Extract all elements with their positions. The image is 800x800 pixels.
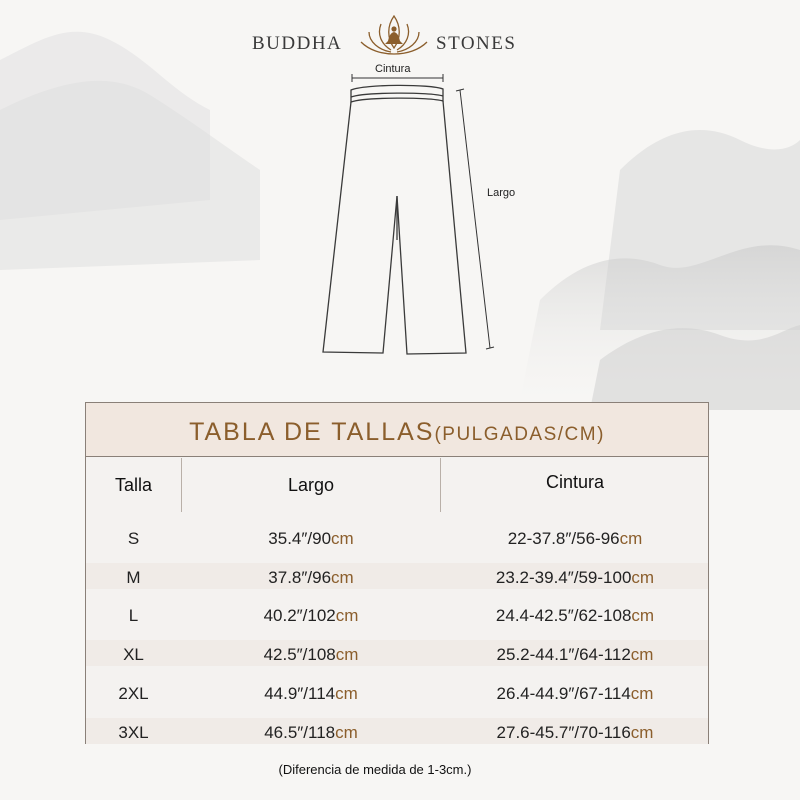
waist-cell-value: 25.2-44.1″/64-112 [496,645,631,665]
unit-label: cm [335,606,359,626]
waist-measure-line [352,74,443,82]
length-cell [182,675,440,713]
table-row [86,520,708,558]
length-cell-value: 46.5″/118 [264,722,336,742]
table-row [86,714,708,752]
unit-label: cm [630,683,654,703]
unit-label: cm [335,722,358,742]
table-row [86,559,708,597]
waist-cell [442,714,708,752]
length-cell-value: 37.8″/96 [268,567,332,587]
waist-cell [442,597,708,635]
table-title-units: (PULGADAS/CM) [434,424,605,445]
lotus-meditation-icon [357,14,431,60]
column-divider [181,458,182,512]
length-cell [182,597,440,635]
unit-label: cm [619,529,643,548]
waist-cell [442,520,708,558]
size-cell-value: S [127,529,140,548]
table-title-main: TABLA DE TALLAS [189,418,435,446]
pants-measurement-diagram [300,55,540,365]
length-cell [182,714,440,752]
unit-label: cm [335,683,358,703]
size-cell-value: XL [123,645,144,665]
unit-label: cm [331,529,354,548]
size-cell [86,520,181,558]
brand-name-left: BUDDHA [252,33,343,54]
size-cell [86,714,181,752]
waist-label: Cintura [375,63,411,75]
waist-cell-value: 23.2-39.4″/59-100 [495,567,632,587]
size-cell [86,675,181,713]
length-cell-value: 44.9″/114 [264,683,336,703]
size-cell-value: M [126,567,141,587]
size-chart-table [85,402,709,744]
waist-cell [442,636,708,674]
brand-name-right: STONES [436,33,517,54]
unit-label: cm [331,567,354,587]
pants-outline [323,85,466,354]
header-waist: Cintura [545,472,605,492]
header-size: Talla [114,475,153,495]
unit-label: cm [631,567,655,587]
length-cell-value: 42.5″/108 [263,645,336,665]
length-cell [182,520,440,558]
waist-cell [442,675,708,713]
waist-cell-value: 26.4-44.9″/67-114 [496,683,631,703]
unit-label: cm [630,645,654,665]
size-cell-value: 2XL [118,683,149,703]
table-row [86,636,708,674]
measurement-footnote: (Diferencia de medida de 1-3cm.) [278,762,472,777]
unit-label: cm [631,606,655,626]
waist-cell [442,559,708,597]
table-row [86,597,708,635]
size-cell [86,597,181,635]
size-cell-value: 3XL [118,722,149,742]
length-cell-value: 40.2″/102 [263,606,336,626]
table-row [86,675,708,713]
size-cell [86,559,181,597]
unit-label: cm [630,722,654,742]
length-cell [182,636,440,674]
size-cell-value: L [128,606,139,626]
column-divider [440,458,441,512]
table-title [86,403,708,457]
waist-cell-value: 24.4-42.5″/62-108 [495,606,632,626]
waist-cell-value: 22-37.8″/56-96 [507,529,620,548]
waist-cell-value: 27.6-45.7″/70-116 [496,722,631,742]
unit-label: cm [335,645,359,665]
length-label: Largo [487,187,516,199]
length-cell-value: 35.4″/90 [268,529,332,548]
size-cell [86,636,181,674]
header-length: Largo [287,475,335,495]
length-cell [182,559,440,597]
